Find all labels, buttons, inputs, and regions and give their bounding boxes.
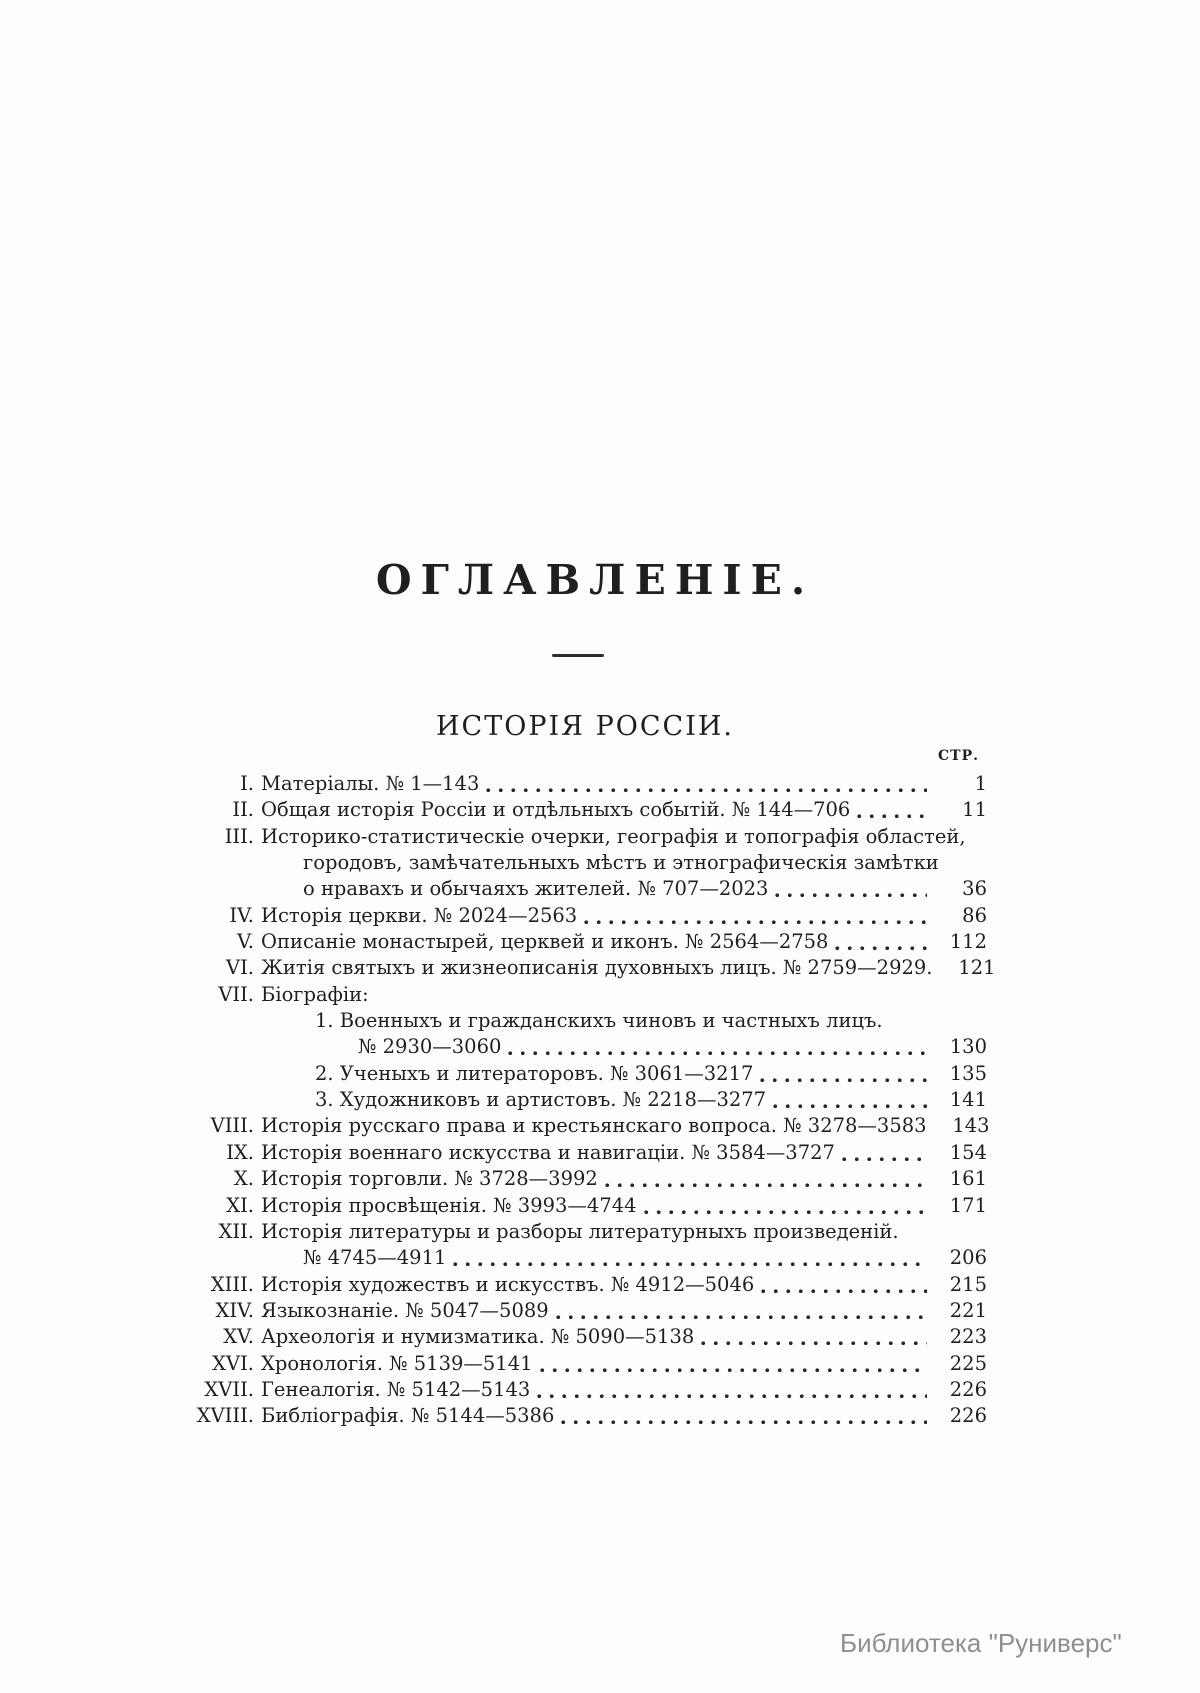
toc-entry-text: 2. Ученыхъ и литераторовъ. № 3061—3217 — [315, 1061, 754, 1085]
toc-entry-page-number: 86 — [962, 903, 987, 927]
toc-entry-page-number: 135 — [949, 1061, 987, 1085]
toc-entry-row — [190, 850, 987, 876]
toc-entry-page-number: 223 — [949, 1325, 987, 1349]
toc-entry-row — [190, 1298, 987, 1324]
toc-entry-row — [190, 797, 987, 823]
toc-entry-page-number: 36 — [962, 877, 987, 901]
toc-entry-numeral: VI. — [226, 956, 254, 980]
dotted-leader — [580, 903, 927, 929]
toc-entry-numeral: II. — [232, 798, 254, 822]
toc-entry-numeral: XVIII. — [196, 1404, 254, 1428]
toc-entry-text: Исторія просвѣщенія. № 3993—4744 — [261, 1193, 637, 1217]
toc-entry-text: городовъ, замѣчательныхъ мѣстъ и этнографическія замѣтки — [303, 851, 939, 875]
dotted-leader — [601, 1166, 927, 1192]
toc-entry-page-number: 206 — [949, 1246, 987, 1270]
dotted-leader — [771, 876, 927, 902]
toc-entry-page-number: 226 — [949, 1404, 987, 1428]
toc-entry-numeral: V. — [237, 930, 254, 954]
toc-entry-row — [190, 1377, 987, 1403]
toc-entry-page-number: 171 — [949, 1193, 987, 1217]
toc-entry-text: № 4745—4911 — [303, 1246, 447, 1270]
toc-entry-page-number: 161 — [949, 1167, 987, 1191]
dotted-leader — [853, 797, 927, 823]
toc-entry-row — [190, 771, 987, 797]
toc-entry-row — [190, 824, 987, 850]
toc-entry-page-number: 141 — [949, 1088, 987, 1112]
toc-entry-page-number: 121 — [958, 956, 996, 980]
toc-entry-text: Исторія русскаго права и крестьянскаго вопроса. № 3278—3583 — [261, 1114, 927, 1138]
toc-entry-text: Біографіи: — [261, 982, 369, 1006]
toc-entry-numeral: IV. — [229, 903, 254, 927]
section-heading: ИСТОРІЯ РОССІИ. — [436, 711, 734, 742]
toc-entry-text: Хронологія. № 5139—5141 — [261, 1351, 533, 1375]
library-watermark: Библиотека "Руниверс" — [840, 1628, 1122, 1658]
toc-entry-numeral: III. — [224, 824, 254, 848]
toc-entry-numeral: I. — [240, 772, 254, 795]
toc-entry-text: о нравахъ и обычаяхъ жителей. № 707—2023 — [303, 877, 769, 901]
toc-entry-text: Библіографія. № 5144—5386 — [261, 1404, 555, 1428]
toc-entry-row — [190, 1140, 987, 1166]
toc-entry-text: 3. Художниковъ и артистовъ. № 2218—3277 — [315, 1088, 767, 1112]
toc-entry-numeral: XIII. — [210, 1272, 254, 1296]
toc-entry-text: Матеріалы. № 1—143 — [261, 772, 480, 795]
dotted-leader — [831, 929, 927, 955]
dotted-leader — [449, 1245, 927, 1271]
toc-entry-numeral: IX. — [226, 1140, 254, 1164]
dotted-leader — [504, 1034, 927, 1060]
toc-entry-numeral: XIV. — [215, 1298, 254, 1322]
toc-entry-page-number: 215 — [949, 1272, 987, 1296]
toc-entry-text: Археологія и нумизматика. № 5090—5138 — [261, 1325, 695, 1349]
toc-entry-text: Исторія церкви. № 2024—2563 — [261, 903, 578, 927]
toc-entry-page-number: 11 — [962, 798, 987, 822]
toc-entry-numeral: XVII. — [204, 1377, 254, 1401]
dotted-leader — [838, 1140, 927, 1166]
toc-entry-text: Житія святыхъ и жизнеописанія духовныхъ лицъ. № 2759—2929. — [261, 956, 933, 980]
toc-entry-page-number: 112 — [949, 930, 987, 954]
toc-entry-page-number: 221 — [949, 1298, 987, 1322]
toc-entry-text: № 2930—3060 — [358, 1035, 502, 1059]
toc-entry-row — [190, 903, 987, 929]
toc-entry-text: Генеалогія. № 5142—5143 — [261, 1377, 531, 1401]
toc-entry-page-number: 225 — [949, 1351, 987, 1375]
toc-entry-row — [190, 1193, 987, 1219]
toc-entry-text: Общая исторія Россіи и отдѣльныхъ событій. № 144—706 — [261, 798, 851, 822]
toc-entry-row — [190, 1272, 987, 1298]
toc-entry-page-number: 226 — [949, 1377, 987, 1401]
toc-entry-text: Языкознаніе. № 5047—5089 — [261, 1298, 549, 1322]
title-divider-rule — [552, 654, 604, 657]
toc-entry-row — [190, 1219, 987, 1245]
dotted-leader — [697, 1324, 927, 1350]
toc-entry-row — [190, 955, 996, 981]
dotted-leader — [640, 1193, 927, 1219]
toc-entry-numeral: XVI. — [212, 1351, 254, 1375]
toc-entry-text: Описаніе монастырей, церквей и иконъ. № 2564—2758 — [261, 930, 829, 954]
toc-entry-text: Историко-статистическіе очерки, географія и топографія областей, — [261, 824, 966, 848]
toc-entry-row — [190, 1245, 987, 1271]
toc-entry-row — [190, 1403, 987, 1429]
toc-entry-text: 1. Военныхъ и гражданскихъ чиновъ и частныхъ лицъ. — [315, 1009, 883, 1033]
toc-entry-row — [190, 929, 987, 955]
toc-entry-text: Исторія торговли. № 3728—3992 — [261, 1167, 598, 1191]
toc-entry-row — [190, 1061, 987, 1087]
toc-entry-page-number: 1 — [974, 772, 987, 795]
toc-entry-numeral: XI. — [226, 1193, 254, 1217]
toc-entry-row — [190, 1008, 987, 1034]
page-title: ОГЛАВЛЕНІЕ. — [375, 556, 815, 604]
toc-entry-text: Исторія военнаго искусства и навигаціи. № 3584—3727 — [261, 1140, 835, 1164]
toc-entry-numeral: VIII. — [210, 1114, 254, 1138]
dotted-leader — [756, 1061, 927, 1087]
page-number-column-header: СТР. — [938, 748, 979, 764]
toc-entry-numeral: X. — [233, 1167, 254, 1191]
toc-entries — [190, 771, 996, 1430]
dotted-leader — [757, 1272, 927, 1298]
toc-entry-numeral: VII. — [218, 982, 254, 1006]
toc-entry-row — [190, 1166, 987, 1192]
toc-entry-page-number: 130 — [949, 1035, 987, 1059]
toc-entry-row — [190, 1351, 987, 1377]
toc-entry-row — [190, 982, 987, 1008]
toc-entry-text: Исторія литературы и разборы литературныхъ произведеній. — [261, 1219, 899, 1243]
toc-entry-page-number: 154 — [949, 1140, 987, 1164]
toc-entry-row — [190, 1324, 987, 1350]
dotted-leader — [769, 1087, 927, 1113]
dotted-leader — [482, 771, 927, 797]
toc-entry-row — [190, 1087, 987, 1113]
dotted-leader — [552, 1298, 927, 1324]
toc-entry-row — [190, 876, 987, 902]
toc-entry-page-number: 143 — [952, 1114, 990, 1138]
dotted-leader — [557, 1403, 927, 1429]
dotted-leader — [533, 1377, 927, 1403]
toc-entry-row — [190, 1034, 987, 1060]
dotted-leader — [536, 1351, 927, 1377]
toc-entry-row — [190, 1113, 990, 1139]
toc-entry-text: Исторія художествъ и искусствъ. № 4912—5046 — [261, 1272, 755, 1296]
toc-entry-numeral: XII. — [218, 1219, 254, 1243]
toc-entry-numeral: XV. — [223, 1325, 254, 1349]
